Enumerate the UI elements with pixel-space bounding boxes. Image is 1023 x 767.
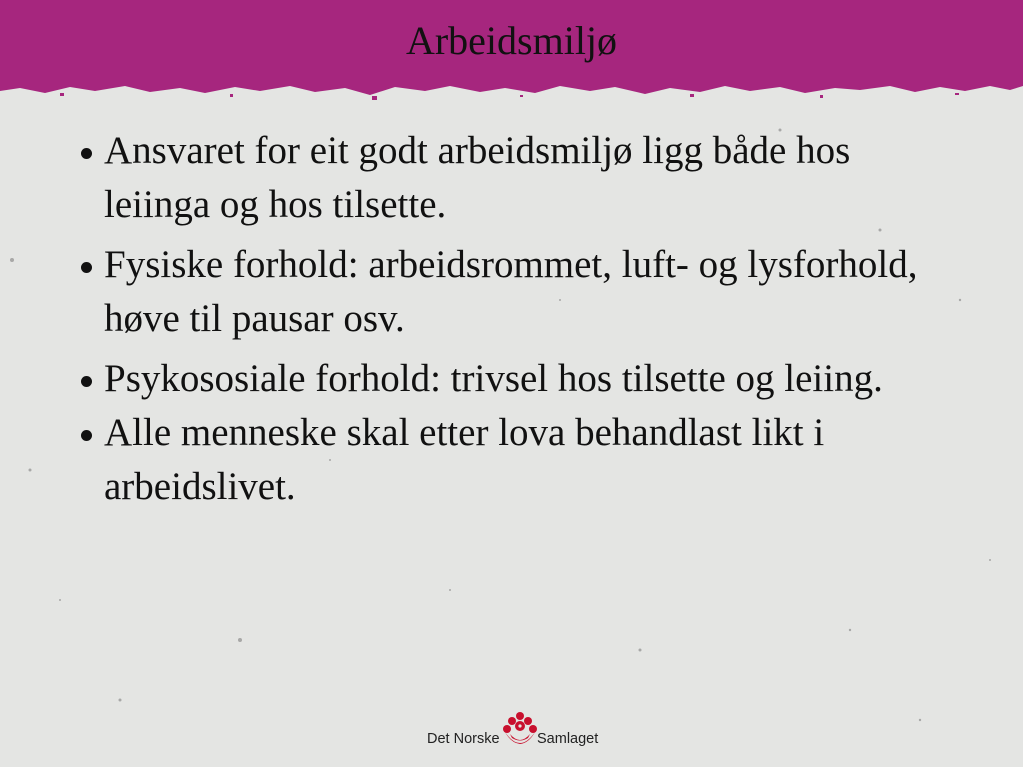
bullet-text: Psykososiale forhold: trivsel hos tilsette og leiing. bbox=[104, 357, 883, 400]
samlaget-rose-icon bbox=[501, 710, 539, 750]
bullet-text: Fysiske forhold: arbeidsrommet, luft- og lysforhold, høve til pausar osv. bbox=[104, 243, 918, 340]
bullet-item bbox=[78, 406, 958, 514]
publisher-logo bbox=[427, 706, 607, 756]
slide-title: Arbeidsmiljø bbox=[405, 18, 618, 63]
logo-text-left: Det Norske bbox=[427, 731, 500, 747]
bullet-item bbox=[78, 238, 958, 346]
bullet-text: Ansvaret for eit godt arbeidsmiljø ligg både hos leiinga og hos tilsette. bbox=[104, 129, 851, 226]
bullet-item bbox=[78, 352, 958, 406]
bullet-dot-icon bbox=[81, 430, 92, 441]
bullet-item bbox=[78, 124, 958, 232]
bullet-dot-icon bbox=[81, 262, 92, 273]
bullet-list bbox=[78, 124, 958, 514]
title-banner bbox=[0, 0, 1023, 92]
bullet-dot-icon bbox=[81, 148, 92, 159]
bullet-dot-icon bbox=[81, 376, 92, 387]
logo-text-right: Samlaget bbox=[537, 731, 599, 747]
bullet-text: Alle menneske skal etter lova behandlast likt i arbeidslivet. bbox=[104, 411, 825, 508]
